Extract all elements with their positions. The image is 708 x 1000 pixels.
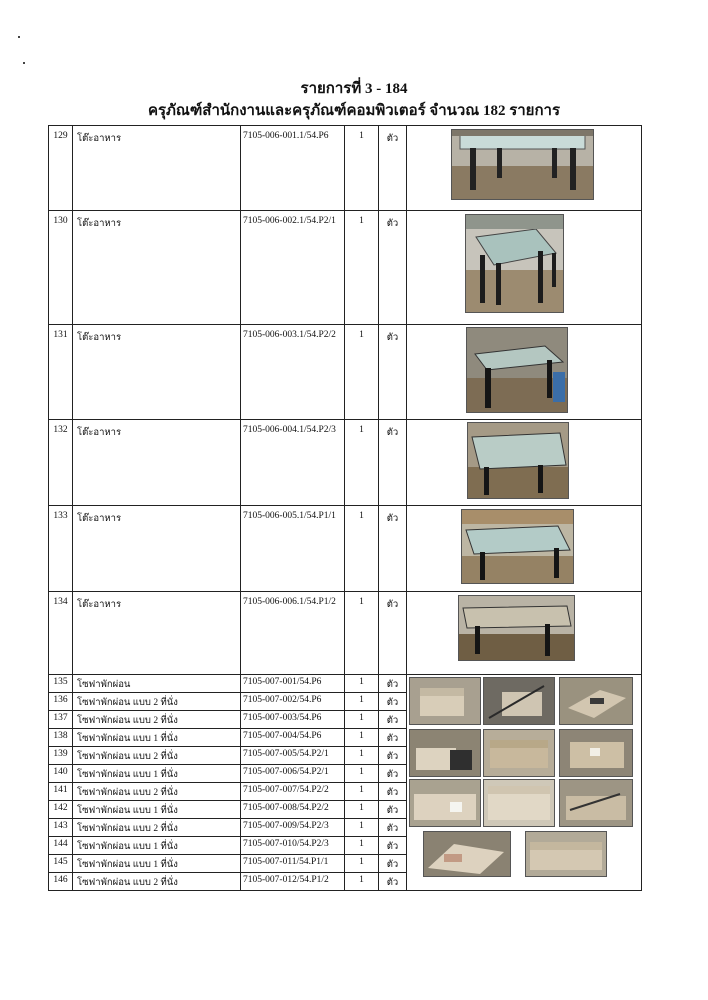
item-code: 7105-006-002.1/54.P2/1	[241, 211, 345, 325]
item-code: 7105-006-003.1/54.P2/2	[241, 325, 345, 420]
item-quantity: 1	[345, 506, 379, 592]
table-row	[49, 420, 642, 506]
sofa-photo	[409, 779, 481, 827]
item-unit: ตัว	[379, 693, 407, 711]
item-unit: ตัว	[379, 325, 407, 420]
item-code: 7105-007-007/54.P2/2	[241, 783, 345, 801]
glass-dining-table-photo	[458, 595, 575, 661]
glass-dining-table-photo	[451, 129, 594, 200]
item-name: โซฟาพักผ่อน แบบ 2 ที่นั่ง	[73, 747, 241, 765]
sofa-photo	[559, 729, 633, 777]
item-photo-cell	[407, 325, 642, 420]
item-photo-cell	[407, 420, 642, 506]
item-name: โซฟาพักผ่อน แบบ 2 ที่นั่ง	[73, 783, 241, 801]
item-number: 142	[49, 801, 73, 819]
item-name: โต๊ะอาหาร	[73, 211, 241, 325]
item-number: 138	[49, 729, 73, 747]
item-quantity: 1	[345, 747, 379, 765]
item-code: 7105-007-002/54.P6	[241, 693, 345, 711]
item-number: 146	[49, 873, 73, 891]
sofa-photo	[483, 729, 555, 777]
item-unit: ตัว	[379, 675, 407, 693]
sofa-photo	[525, 831, 607, 877]
item-unit: ตัว	[379, 711, 407, 729]
item-unit: ตัว	[379, 592, 407, 675]
page-title-line-2: ครุภัณฑ์สำนักงานและครุภัณฑ์คอมพิวเตอร์ จำนวณ 182 รายการ	[147, 103, 561, 119]
item-name: โซฟาพักผ่อน แบบ 1 ที่นั่ง	[73, 801, 241, 819]
item-name: โต๊ะอาหาร	[73, 126, 241, 211]
item-unit: ตัว	[379, 747, 407, 765]
item-name: โต๊ะอาหาร	[73, 325, 241, 420]
item-code: 7105-007-008/54.P2/2	[241, 801, 345, 819]
table-row	[49, 325, 642, 420]
item-photo-cell	[407, 506, 642, 592]
item-code: 7105-007-009/54.P2/3	[241, 819, 345, 837]
sofa-photo	[483, 779, 555, 827]
item-number: 132	[49, 420, 73, 506]
item-quantity: 1	[345, 592, 379, 675]
item-name: โซฟาพักผ่อน แบบ 1 ที่นั่ง	[73, 765, 241, 783]
item-number: 137	[49, 711, 73, 729]
item-quantity: 1	[345, 729, 379, 747]
item-quantity: 1	[345, 765, 379, 783]
glass-dining-table-photo	[465, 214, 564, 313]
item-quantity: 1	[345, 126, 379, 211]
sofa-photo	[409, 677, 481, 725]
item-number: 141	[49, 783, 73, 801]
page-title-line-1: รายการที่ 3 - 184	[300, 81, 408, 97]
sofa-photo	[559, 677, 633, 725]
item-name: โซฟาพักผ่อน แบบ 1 ที่นั่ง	[73, 837, 241, 855]
item-photo-cell	[407, 592, 642, 675]
scan-mark	[18, 36, 20, 38]
asset-table-body	[49, 126, 642, 891]
item-code: 7105-006-005.1/54.P1/1	[241, 506, 345, 592]
item-number: 139	[49, 747, 73, 765]
item-unit: ตัว	[379, 837, 407, 855]
item-quantity: 1	[345, 711, 379, 729]
table-row	[49, 506, 642, 592]
item-code: 7105-007-010/54.P2/3	[241, 837, 345, 855]
item-quantity: 1	[345, 420, 379, 506]
item-code: 7105-007-012/54.P1/2	[241, 873, 345, 891]
item-unit: ตัว	[379, 855, 407, 873]
item-code: 7105-006-004.1/54.P2/3	[241, 420, 345, 506]
item-number: 133	[49, 506, 73, 592]
item-code: 7105-007-003/54.P6	[241, 711, 345, 729]
item-unit: ตัว	[379, 819, 407, 837]
item-unit: ตัว	[379, 211, 407, 325]
item-name: โซฟาพักผ่อน แบบ 2 ที่นั่ง	[73, 873, 241, 891]
sofa-photo	[559, 779, 633, 827]
item-unit: ตัว	[379, 126, 407, 211]
item-number: 145	[49, 855, 73, 873]
item-unit: ตัว	[379, 420, 407, 506]
item-quantity: 1	[345, 325, 379, 420]
item-quantity: 1	[345, 783, 379, 801]
glass-dining-table-photo	[461, 509, 574, 584]
item-unit: ตัว	[379, 506, 407, 592]
item-code: 7105-007-011/54.P1/1	[241, 855, 345, 873]
item-number: 136	[49, 693, 73, 711]
item-name: โต๊ะอาหาร	[73, 506, 241, 592]
table-row	[49, 675, 642, 693]
item-number: 135	[49, 675, 73, 693]
item-photo-cell	[407, 126, 642, 211]
item-number: 140	[49, 765, 73, 783]
item-number: 130	[49, 211, 73, 325]
item-number: 143	[49, 819, 73, 837]
table-row	[49, 126, 642, 211]
item-quantity: 1	[345, 801, 379, 819]
item-unit: ตัว	[379, 729, 407, 747]
item-code: 7105-007-005/54.P2/1	[241, 747, 345, 765]
item-name: โต๊ะอาหาร	[73, 592, 241, 675]
item-code: 7105-006-001.1/54.P6	[241, 126, 345, 211]
item-unit: ตัว	[379, 765, 407, 783]
item-number: 144	[49, 837, 73, 855]
item-name: โซฟาพักผ่อน	[73, 675, 241, 693]
sofa-photo	[483, 677, 555, 725]
item-quantity: 1	[345, 693, 379, 711]
item-name: โซฟาพักผ่อน แบบ 1 ที่นั่ง	[73, 729, 241, 747]
item-name: โซฟาพักผ่อน แบบ 1 ที่นั่ง	[73, 855, 241, 873]
item-name: โซฟาพักผ่อน แบบ 2 ที่นั่ง	[73, 819, 241, 837]
table-row	[49, 211, 642, 325]
item-unit: ตัว	[379, 783, 407, 801]
item-photo-cell	[407, 211, 642, 325]
item-number: 131	[49, 325, 73, 420]
glass-dining-table-photo	[466, 327, 568, 413]
sofa-photos-cell	[407, 675, 642, 891]
asset-table	[48, 125, 642, 891]
item-number: 129	[49, 126, 73, 211]
sofa-photo	[423, 831, 511, 877]
item-unit: ตัว	[379, 873, 407, 891]
scan-mark	[23, 62, 25, 64]
table-row	[49, 592, 642, 675]
item-name: โต๊ะอาหาร	[73, 420, 241, 506]
item-number: 134	[49, 592, 73, 675]
item-quantity: 1	[345, 873, 379, 891]
item-quantity: 1	[345, 819, 379, 837]
item-quantity: 1	[345, 837, 379, 855]
item-code: 7105-006-006.1/54.P1/2	[241, 592, 345, 675]
item-unit: ตัว	[379, 801, 407, 819]
item-code: 7105-007-004/54.P6	[241, 729, 345, 747]
item-quantity: 1	[345, 855, 379, 873]
item-name: โซฟาพักผ่อน แบบ 2 ที่นั่ง	[73, 711, 241, 729]
glass-dining-table-photo	[467, 422, 569, 499]
sofa-photo	[409, 729, 481, 777]
item-name: โซฟาพักผ่อน แบบ 2 ที่นั่ง	[73, 693, 241, 711]
item-quantity: 1	[345, 675, 379, 693]
item-quantity: 1	[345, 211, 379, 325]
item-code: 7105-007-006/54.P2/1	[241, 765, 345, 783]
item-code: 7105-007-001/54.P6	[241, 675, 345, 693]
